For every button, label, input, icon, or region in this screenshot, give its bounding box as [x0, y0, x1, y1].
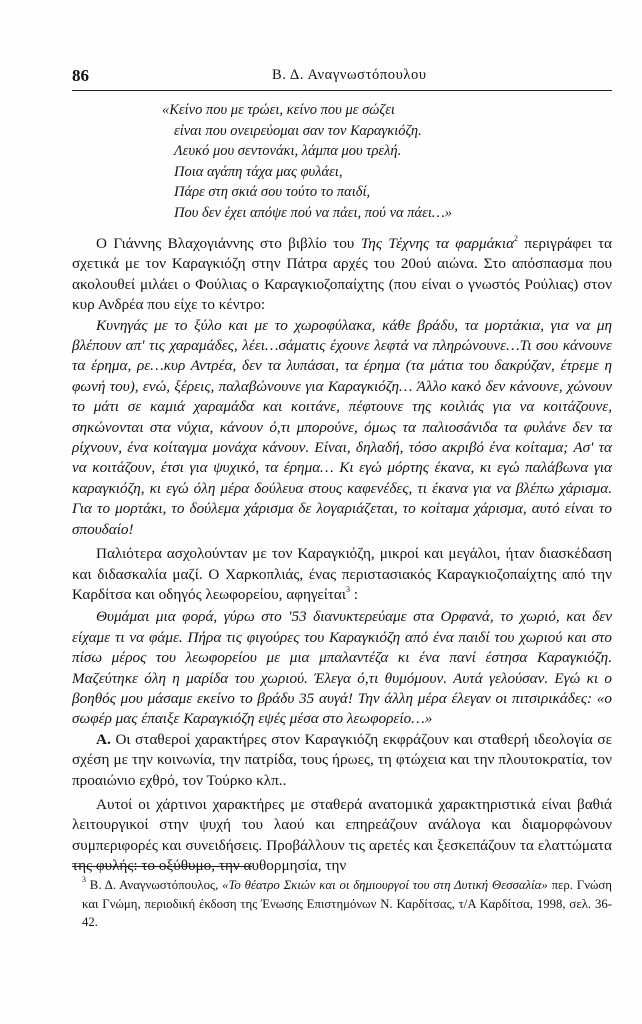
- footnote-text: Β. Δ. Αναγνωστόπουλος,: [86, 878, 223, 892]
- paragraph-text: περιγράφει τα σχετικά με τον Καραγκιόζη στην Πάτρα αρχές του 20ού αιώνα. Στο απόσπασμα που ακολουθεί μιλάει ο Φούλιας ο Καραγκιοζοπαίχτης (που είναι ο γνωστός Ρούλιας) στον κυρ Ανδρέα που είχε το κέντρο:: [72, 235, 613, 314]
- section-label: Α.: [96, 730, 111, 748]
- header-rule: [72, 90, 612, 91]
- paragraph-text: Ο Γιάννης Βλαχογιάννης στο βιβλίο του: [96, 235, 361, 252]
- footnote-ref: 3: [345, 584, 350, 594]
- running-head: Β. Δ. Αναγνωστόπουλου: [272, 67, 427, 83]
- footnote-ref: 2: [514, 234, 519, 243]
- poem-excerpt: [162, 100, 452, 223]
- paragraph-text: Οι σταθεροί χαρακτήρες στον Καραγκιόζη εκφράζουν και σταθερή ιδεολογία σε σχέση με την κοινωνία, την πατρίδα, τους ήρωες, τη φτώχεια και την πλουτοκρατία, τον προαιώνιο εχθρό, τον Τούρκο κλπ..: [72, 730, 612, 789]
- footnote-mark: 3: [82, 875, 86, 884]
- paragraph-text: :: [349, 585, 358, 603]
- paragraph-text: Παλιότερα ασχολούνταν με τον Καραγκιόζη, μικροί και μεγάλοι, ήταν διασκέδαση και διδασκαλία μαζί. Ο Χαρκοπλιάς, ένας περιστασιακός Καραγκιοζοπαίχτης από την Καρδίτσα και οδηγός λεωφορείου, αφηγείται: [72, 545, 612, 603]
- page-number: 86: [72, 66, 89, 85]
- poem-line: «Κείνο που με τρώει, κείνο που με σώζει: [162, 102, 395, 118]
- main-text: [72, 234, 612, 877]
- paragraph-characters: [72, 730, 612, 791]
- footnote-title: «Το θέατρο Σκιών και οι δημιουργοί του στη Δυτική Θεσσαλία»: [222, 878, 548, 892]
- poem-line: Που δεν έχει απόψε πού να πάει, πού να πάει…»: [174, 204, 453, 221]
- poem-line: Ποια αγάπη τάχα μας φυλάει,: [174, 163, 343, 180]
- poem-line: Πάρε στη σκιά σου τούτο το παιδί,: [174, 184, 371, 200]
- footnote-text: περ. Γνώση και Γνώμη, περιοδική έκδοση της Ένωσης Επιστημόνων Ν. Καρδίτσας, τ/Α Καρδίτσα, 1998, σελ. 36-42.: [82, 878, 612, 929]
- quote-foulias: Κυνηγάς με το ξύλο και με το χωροφύλακα, κάθε βράδυ, τα μορτάκια, για να μη βλέπουν απ' τις χαραμάδες, λέει…σάματις έχουνε λεφτά να πληρώνουνε…Τι σου κάνουνε τα έρημα, ρε…κυρ Αντρέα, δεν τα λυπάσαι, τα έρημα (τα μάτια του δακρύζαν, έτρεμε η φωνή του), ενώ, ξέρεις, παλαβώνουνε για Καραγκιόζη… Άλλο κακό δεν κάνουνε, χώνουν το μάτι σε καμιά χαραμάδα και κοιτάνε, πέφτουνε της κοιλιάς για να κοιτάζουνε, σηκώνονται στα νύχια, κάνουν ό,τι μπορούνε, όμως τα παλιοσάνιδα τα φυλάνε δεν τα ρίχνουν, ένα κοίταγμα μονάχα κάνουν. Είναι, δηλαδή, τόσο ακριβό ένα κοίταμα; Ασ' τα να κοιτάζουν, έτσι για ψυχικό, τα έρημα… Κι εγώ μόρτης έκανα, κι εγώ παλάβωνα για καραγκιόζη, κι εγώ όλη μέρα δούλευα στους καφενέδες, τι έκανα για να βλέπω χάρισμα. Για το μορτάκι, το δούλεμα χάρισμα δε λογαριάζεται, το κοίταμα χάρισμα, αυτό είναι το σπουδαίο!: [72, 316, 612, 538]
- poem-line: είναι που ονειρεύομαι σαν τον Καραγκιόζη.: [174, 122, 422, 139]
- footnote-rule: [72, 866, 252, 867]
- book-title: Της Τέχνης τα φαρμάκια: [360, 235, 515, 252]
- footnote: [72, 876, 612, 932]
- page-header: [72, 66, 612, 90]
- quote-harkoplias: Θυμάμαι μια φορά, γύρω στο '53 διανυκτερεύαμε στα Ορφανά, το χωριό, και δεν είχαμε τι να φάμε. Πήρα τις φιγούρες του Καραγκιόζη από ένα παιδί του χωριού και στο πίσω μέρος του λεωφορείου με μια μπαλαντέζα κι ένα πανί έστησα Καραγκιόζη. Μαζεύτηκε όλη η μαρίδα του χωριού. Έλεγα ό,τι θυμόμουν. Αυτά γελούσαν. Εγώ κι ο βοηθός μου μάσαμε εκείνο το βράδυ 35 αυγά! Την άλλη μέρα έλεγαν οι πιτσιρικάδες: «ο σωφέρ μας έπαιξε Καραγκιόζη εψές μέσα στο λεωφορείο…»: [72, 608, 612, 728]
- paragraph-paper-characters: Αυτοί οι χάρτινοι χαρακτήρες με σταθερά ανατομικά χαρακτηριστικά είναι βαθιά λειτουργικοί στην ψυχή του λαού και επηρεάζουν ανάλογα και διαμορφώνουν συμπεριφορές και συνειδήσεις. Προβάλλουν τις αρετές και ξεσκεπάζουν τα ελαττώματα της φυλής: το οξύθυμο, την αυθορμησία, την: [72, 795, 612, 875]
- poem-line: Λευκό μου σεντονάκι, λάμπα μου τρελή.: [174, 143, 402, 159]
- paragraph-harkoplias: [72, 544, 612, 605]
- paragraph-vlachogiannis: [72, 234, 612, 316]
